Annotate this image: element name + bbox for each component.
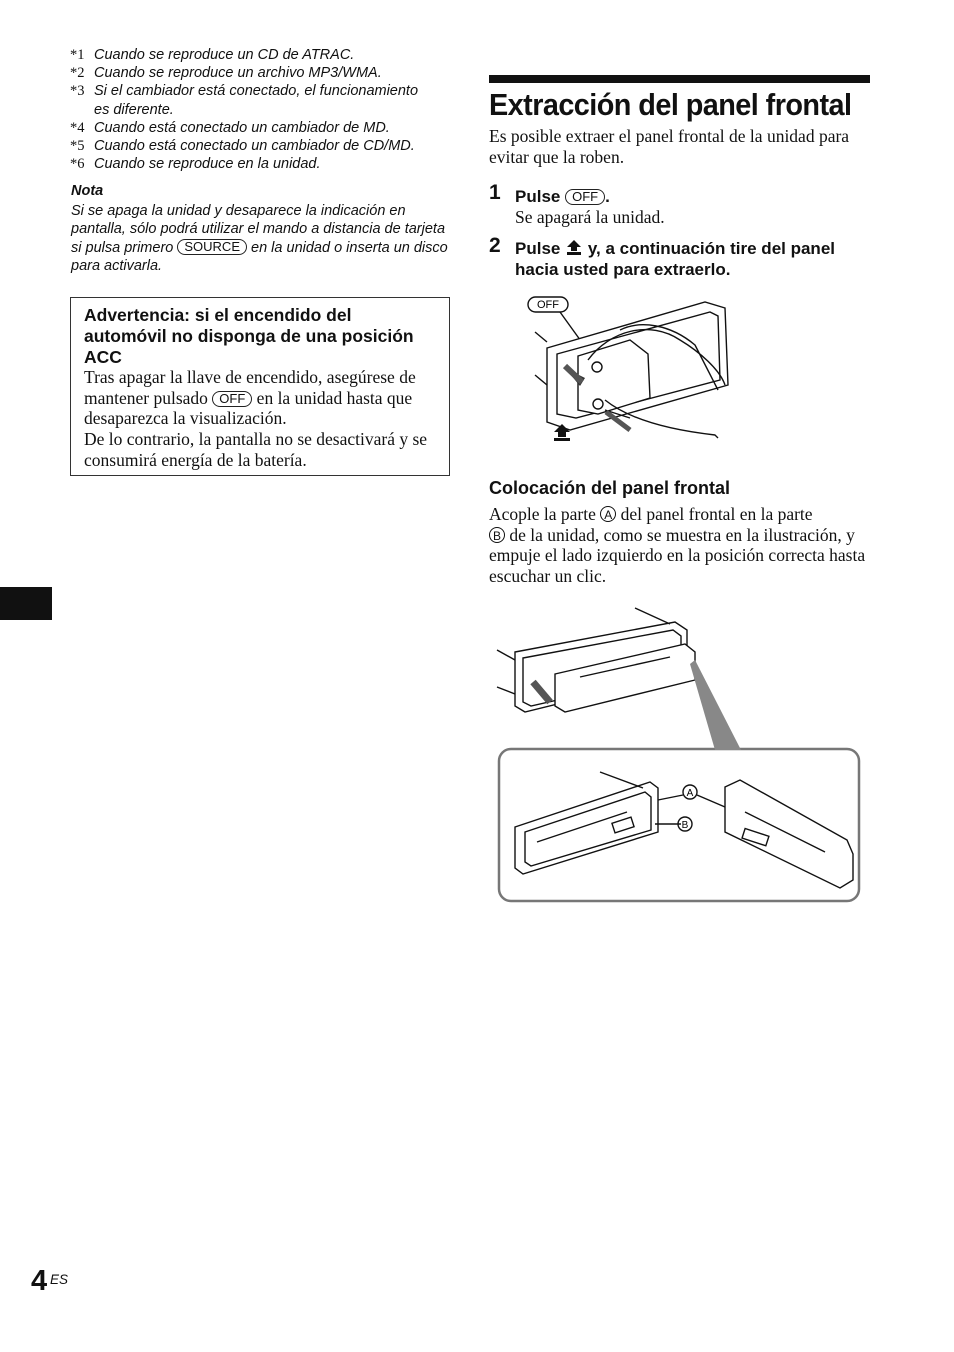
- footnote-text: Cuando se reproduce un archivo MP3/WMA.: [94, 65, 382, 81]
- subsection-title: Colocación del panel frontal: [489, 478, 731, 498]
- note-title: Nota: [71, 183, 104, 199]
- note-text: en la unidad o inserta un disco para activarla.: [71, 239, 448, 274]
- footnote-text: es diferente.: [94, 102, 174, 118]
- step-2-label: [515, 238, 855, 280]
- footnote-mark: *6: [70, 156, 85, 172]
- footnote-text: Cuando está conectado un cambiador de CD/MD.: [94, 138, 415, 154]
- label-b: B: [681, 820, 689, 831]
- step-1-number: 1: [489, 181, 501, 204]
- off-key: OFF: [212, 391, 252, 407]
- footnote-mark: *2: [70, 65, 85, 81]
- step-text: .: [605, 187, 610, 206]
- footnote-6: [70, 155, 460, 173]
- section-intro: Es posible extraer el panel frontal de la unidad para evitar que la roben.: [489, 126, 850, 167]
- source-key: SOURCE: [177, 239, 247, 255]
- panel-removal-illustration: [520, 290, 750, 450]
- panel-attach-illustration: [495, 602, 865, 905]
- warning-title: Advertencia: si el encendido del automóvil no disponga de una posición ACC: [84, 305, 414, 367]
- section-title: Extracción del panel frontal: [489, 87, 852, 122]
- mark-a: A: [600, 506, 616, 522]
- warning-text: De lo contrario, la pantalla no se desactivará y se consumirá energía de la batería.: [84, 429, 428, 470]
- warning-text: Tras apagar la llave de encendido, asegúrese de mantener pulsado: [84, 367, 416, 408]
- note-text: Si se apaga la unidad y desaparece la indicación en pantalla, sólo podrá utilizar el mando a distancia de tarjeta si pulsa primero: [71, 203, 446, 256]
- warning-text: en la unidad hasta que desaparezca la visualización.: [84, 387, 413, 429]
- footnote-1: [70, 46, 460, 64]
- subsection-body: [489, 504, 869, 586]
- footnote-5: [70, 137, 460, 155]
- body-text: Acople la parte: [489, 504, 601, 524]
- step-2-number: 2: [489, 234, 501, 257]
- footnote-mark: *5: [70, 138, 85, 154]
- step-text: Pulse: [515, 187, 566, 206]
- warning-box: [70, 297, 450, 476]
- step-1-sub: Se apagará la unidad.: [515, 207, 665, 227]
- step-text: Pulse: [515, 239, 566, 258]
- step-text: y, a continuación tire del panel hacia usted para extraerlo.: [515, 239, 835, 279]
- footnote-text: Si el cambiador está conectado, el funcionamiento: [94, 83, 419, 99]
- footnote-text: Cuando se reproduce un CD de ATRAC.: [94, 47, 355, 63]
- body-text: del panel frontal en la parte: [616, 504, 813, 524]
- off-key: OFF: [565, 189, 605, 205]
- footnote-text: Cuando se reproduce en la unidad.: [94, 156, 321, 172]
- label-a: A: [686, 788, 694, 799]
- side-tab: [0, 587, 52, 620]
- mark-b: B: [489, 527, 505, 543]
- footnote-3-continued: [70, 101, 460, 119]
- footnote-mark: *4: [70, 120, 85, 136]
- footnote-3: [70, 82, 460, 100]
- warning-body: [84, 367, 444, 471]
- page-number: 4: [31, 1265, 48, 1297]
- note-body: [71, 202, 451, 275]
- body-text: de la unidad, como se muestra en la ilustración, y empuje el lado izquierdo en la posición correcta hasta escuchar un clic.: [489, 524, 866, 586]
- step-1-label: [515, 186, 610, 207]
- footnote-text: Cuando está conectado un cambiador de MD.: [94, 120, 390, 136]
- page-suffix: ES: [50, 1272, 69, 1287]
- footnote-mark: *3: [70, 83, 85, 99]
- footnote-mark: *1: [70, 47, 85, 63]
- off-label: OFF: [537, 299, 559, 311]
- section-rule: [489, 75, 870, 83]
- footnote-4: [70, 119, 460, 137]
- footnote-2: [70, 64, 460, 82]
- release-icon: [565, 239, 583, 256]
